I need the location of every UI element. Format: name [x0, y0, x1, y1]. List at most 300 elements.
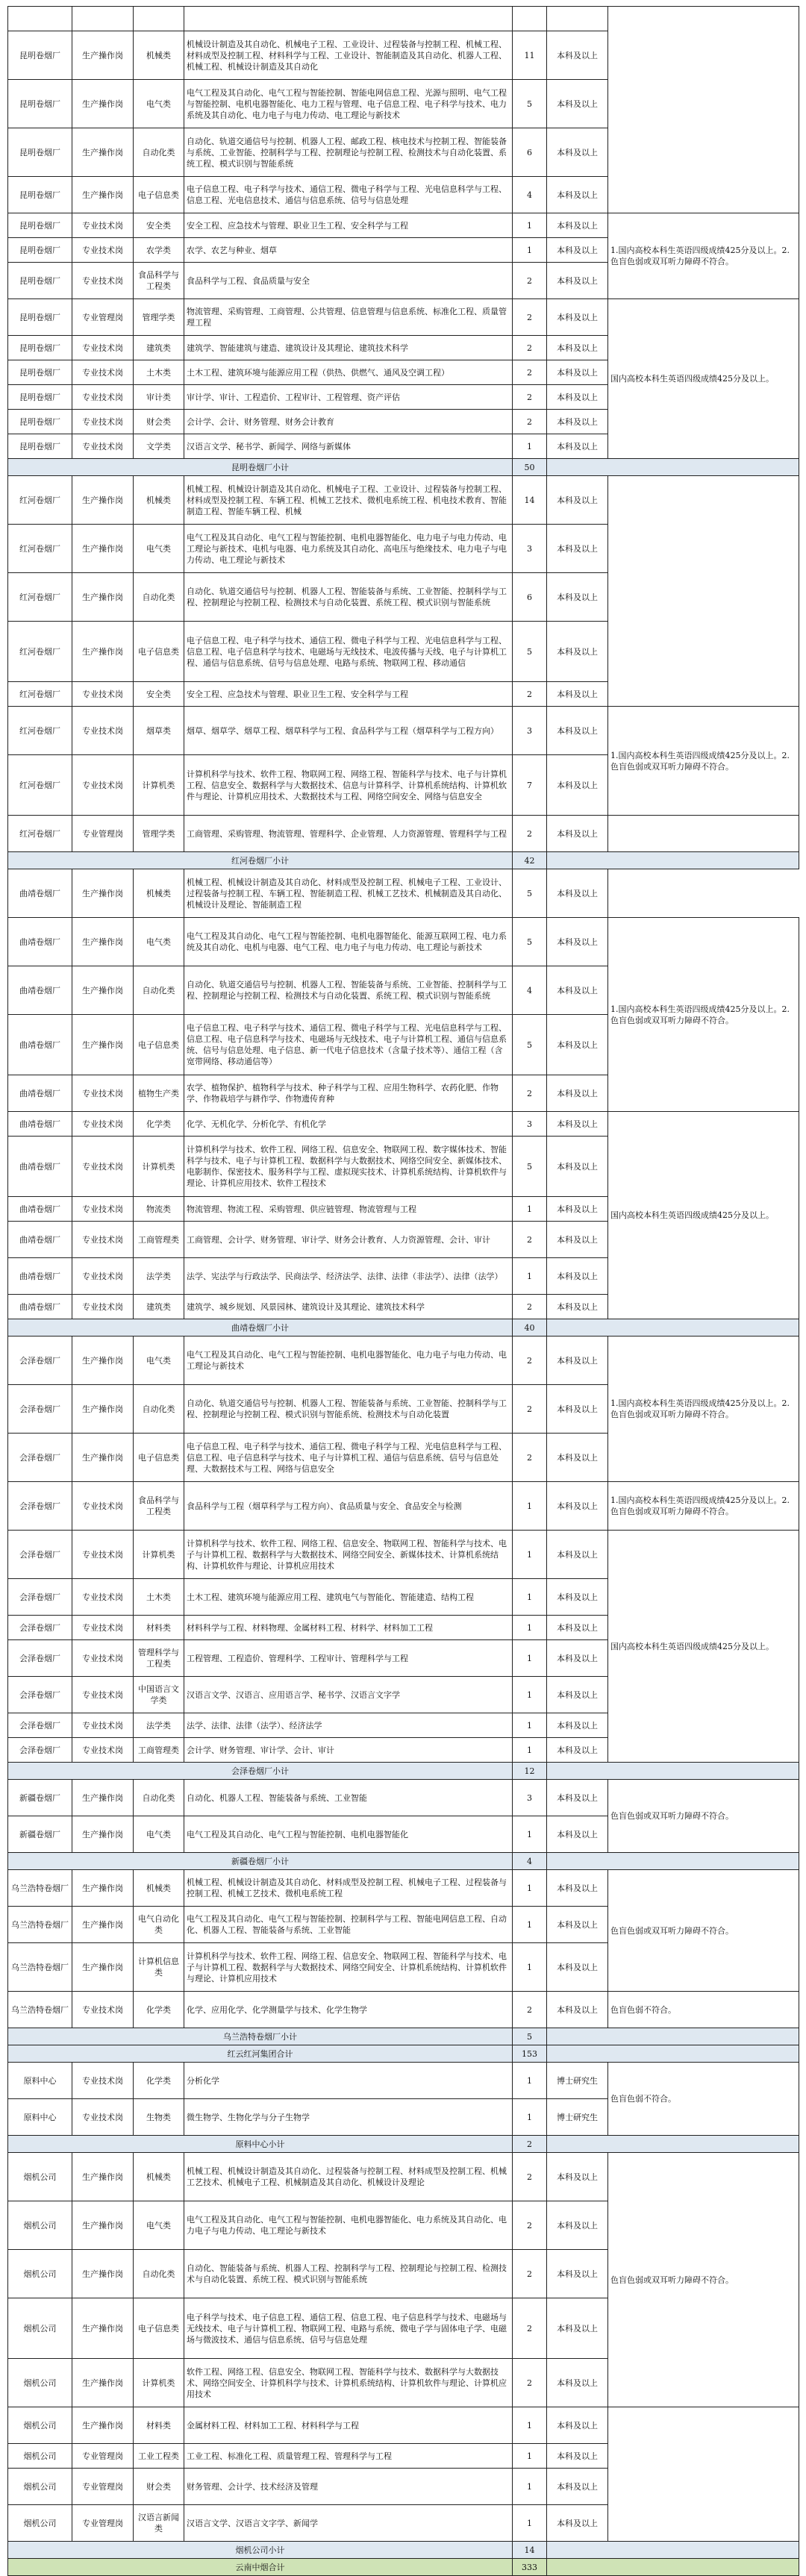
education-cell: 本科及以上	[547, 31, 608, 80]
post-type-cell: 生产操作岗	[72, 1870, 134, 1907]
education-cell: 本科及以上	[547, 573, 608, 622]
major-category-cell: 化学类	[134, 1992, 184, 2028]
education-cell: 本科及以上	[547, 213, 608, 238]
education-cell: 本科及以上	[547, 1434, 608, 1482]
post-type-cell: 生产操作岗	[72, 476, 134, 525]
requirements-cell: 国内高校本科生英语四级成绩425分及以上。	[608, 1531, 799, 1763]
headcount-cell: 2	[513, 1222, 547, 1258]
subtotal-empty	[547, 1319, 799, 1337]
headcount-cell: 6	[513, 573, 547, 622]
table-body	[8, 7, 799, 2576]
majors-cell: 机械工程、机械设计制造及其自动化、过程装备与控制工程、材料成型及控制工程、机械工艺技术、机械电子工程、机械制造及其自动化、机械设计及理论	[184, 2153, 513, 2201]
major-category-cell: 建筑类	[134, 336, 184, 360]
majors-cell: 自动化、轨道交通信号与控制、机器人工程、邮政工程、核电技术与控制工程、智能装备与系统、工业智能、控制科学与工程、控制理论与控制工程、检测技术与自动化装置、系统工程、模式识别与智能系统	[184, 128, 513, 177]
major-category-cell: 食品科学与工程类	[134, 1482, 184, 1531]
headcount-cell: 1	[513, 1640, 547, 1677]
requirements-cell	[608, 7, 799, 213]
unit-cell: 红河卷烟厂	[8, 622, 72, 682]
subtotal-count: 14	[513, 2542, 547, 2559]
headcount-cell: 1	[513, 2505, 547, 2542]
post-type-cell: 专业管理岗	[72, 2505, 134, 2542]
unit-cell: 烟机公司	[8, 2505, 72, 2542]
post-type-cell: 生产操作岗	[72, 2359, 134, 2407]
table-row	[8, 1992, 799, 2028]
table-row	[8, 1482, 799, 1531]
major-category-cell: 化学类	[134, 1112, 184, 1137]
education-cell: 本科及以上	[547, 299, 608, 336]
headcount-cell: 1	[513, 2099, 547, 2136]
education-cell: 本科及以上	[547, 2505, 608, 2542]
major-category-cell: 土木类	[134, 360, 184, 385]
subtotal-empty	[547, 2045, 799, 2063]
education-cell: 本科及以上	[547, 1780, 608, 1816]
education-cell: 本科及以上	[547, 2201, 608, 2250]
post-type-cell: 生产操作岗	[72, 177, 134, 213]
grand-total-row	[8, 2559, 799, 2576]
subtotal-row	[8, 459, 799, 476]
major-category-cell: 管理学类	[134, 299, 184, 336]
table-row	[8, 1870, 799, 1907]
headcount-cell: 2	[513, 2250, 547, 2298]
education-cell: 本科及以上	[547, 1337, 608, 1385]
headcount-cell: 1	[513, 2063, 547, 2099]
headcount-cell: 1	[513, 2444, 547, 2469]
education-cell: 本科及以上	[547, 869, 608, 918]
requirements-cell	[608, 816, 799, 852]
majors-cell: 电子信息工程、电子科学与技术、通信工程、微电子科学与工程、光电信息科学与工程、信息工程、电子信息科学与技术、电磁场与无线技术、电波传播与天线、电子与计算机工程、通信与信息系统、信号与信息处理、电路与系统、物联网工程、移动通信	[184, 622, 513, 682]
major-category-cell: 材料类	[134, 1616, 184, 1640]
majors-cell: 自动化、轨道交通信号与控制、机器人工程、智能装备与系统、工业智能、控制科学与工程、控制理论与控制工程、检测技术与自动化装置、系统工程、模式识别与智能系统	[184, 573, 513, 622]
post-type-cell: 生产操作岗	[72, 966, 134, 1015]
unit-cell: 红河卷烟厂	[8, 707, 72, 755]
major-category-cell: 食品科学与工程类	[134, 263, 184, 299]
majors-cell: 物流管理、采购管理、工商管理、公共管理、信息管理与信息系统、标准化工程、质量管理工程	[184, 299, 513, 336]
post-type-cell: 生产操作岗	[72, 2407, 134, 2444]
requirements-cell: 国内高校本科生英语四级成绩425分及以上。	[608, 1112, 799, 1319]
post-type-cell: 专业技术岗	[72, 1640, 134, 1677]
requirements-cell: 1.国内高校本科生英语四级成绩425分及以上。2.色盲色弱或双耳听力障碍不符合。	[608, 707, 799, 816]
major-category-cell: 电气类	[134, 525, 184, 573]
headcount-cell: 1	[513, 1258, 547, 1295]
post-type-cell: 生产操作岗	[72, 918, 134, 966]
majors-cell: 电气工程及其自动化、电气工程与智能控制、控制科学与工程、智能电网信息工程、自动化、机器人工程、智能装备与系统、工业智能	[184, 1907, 513, 1943]
headcount-cell: 2	[513, 1337, 547, 1385]
unit-cell: 曲靖卷烟厂	[8, 1295, 72, 1319]
headcount-cell: 2	[513, 1295, 547, 1319]
education-cell: 本科及以上	[547, 2298, 608, 2359]
post-type-cell: 专业技术岗	[72, 707, 134, 755]
post-type-cell: 生产操作岗	[72, 31, 134, 80]
education-cell: 本科及以上	[547, 525, 608, 573]
table-row	[8, 213, 799, 238]
education-cell: 本科及以上	[547, 1295, 608, 1319]
education-cell: 本科及以上	[547, 238, 608, 263]
unit-cell: 烟机公司	[8, 2250, 72, 2298]
post-type-cell: 生产操作岗	[72, 622, 134, 682]
headcount-cell: 1	[513, 1870, 547, 1907]
majors-cell	[184, 7, 513, 31]
majors-cell: 自动化、轨道交通信号与控制、机器人工程、智能装备与系统、工业智能、控制科学与工程、控制理论与控制工程、模式识别与智能系统、检测技术与自动化装置	[184, 1385, 513, 1434]
post-type-cell: 生产操作岗	[72, 2201, 134, 2250]
majors-cell: 金属材料工程、材料加工工程、材料科学与工程	[184, 2407, 513, 2444]
major-category-cell: 机械类	[134, 31, 184, 80]
subtotal-label: 原料中心小计	[8, 2136, 513, 2153]
education-cell: 本科及以上	[547, 1197, 608, 1222]
post-type-cell: 专业技术岗	[72, 682, 134, 707]
subtotal-count: 2	[513, 2136, 547, 2153]
post-type-cell: 专业管理岗	[72, 2469, 134, 2505]
education-cell: 本科及以上	[547, 622, 608, 682]
post-type-cell: 专业技术岗	[72, 213, 134, 238]
unit-cell: 会泽卷烟厂	[8, 1434, 72, 1482]
major-category-cell: 自动化类	[134, 966, 184, 1015]
education-cell: 博士研究生	[547, 2099, 608, 2136]
education-cell: 本科及以上	[547, 1137, 608, 1197]
headcount-cell: 1	[513, 1907, 547, 1943]
unit-cell: 曲靖卷烟厂	[8, 1197, 72, 1222]
post-type-cell: 专业技术岗	[72, 1222, 134, 1258]
post-type-cell: 生产操作岗	[72, 1337, 134, 1385]
unit-cell: 新疆卷烟厂	[8, 1816, 72, 1853]
education-cell: 本科及以上	[547, 2407, 608, 2444]
majors-cell: 电气工程及其自动化、电气工程与智能控制、电机电器智能化、电力电子与电力传动、电工理论与新技术、电机与电器、电力系统及其自动化、高电压与绝缘技术、电力电子与电力传动、电工理论与新技术	[184, 525, 513, 573]
majors-cell: 电子信息工程、电子科学与技术、通信工程、微电子科学与工程、光电信息科学与工程、信息工程、光电信息技术、通信与信息系统、信号与信息处理	[184, 177, 513, 213]
majors-cell: 烟草、烟草学、烟草工程、烟草科学与工程、食品科学与工程（烟草科学与工程方向）	[184, 707, 513, 755]
unit-cell: 昆明卷烟厂	[8, 299, 72, 336]
education-cell: 本科及以上	[547, 1713, 608, 1738]
major-category-cell	[134, 7, 184, 31]
requirements-cell: 1.国内高校本科生英语四级成绩425分及以上。2.色盲色弱或双耳听力障碍不符合。	[608, 1337, 799, 1482]
major-category-cell: 安全类	[134, 682, 184, 707]
major-category-cell: 财会类	[134, 2469, 184, 2505]
unit-cell: 昆明卷烟厂	[8, 31, 72, 80]
majors-cell: 农学、植物保护、植物科学与技术、种子科学与工程、应用生物科学、农药化肥、作物学、作物栽培学与耕作学、作物遗传育种	[184, 1075, 513, 1112]
education-cell: 本科及以上	[547, 1943, 608, 1992]
post-type-cell: 生产操作岗	[72, 1816, 134, 1853]
unit-cell: 烟机公司	[8, 2407, 72, 2444]
subtotal-label: 昆明卷烟厂小计	[8, 459, 513, 476]
education-cell: 本科及以上	[547, 1112, 608, 1137]
unit-cell: 昆明卷烟厂	[8, 385, 72, 410]
table-row	[8, 1112, 799, 1137]
majors-cell: 食品科学与工程（烟草科学与工程方向）、食品质量与安全、食品安全与检测	[184, 1482, 513, 1531]
unit-cell: 烟机公司	[8, 2359, 72, 2407]
unit-cell: 乌兰浩特卷烟厂	[8, 1870, 72, 1907]
headcount-cell: 2	[513, 1075, 547, 1112]
education-cell: 本科及以上	[547, 80, 608, 128]
headcount-cell: 1	[513, 1943, 547, 1992]
headcount-cell: 2	[513, 816, 547, 852]
post-type-cell: 专业技术岗	[72, 238, 134, 263]
majors-cell: 计算机科学与技术、软件工程、网络工程、信息安全、物联网工程、数字媒体技术、智能科学与技术、电子与计算机工程、数据科学与大数据技术、网络空间安全、新媒体技术、电影制作、保密技术、服务科学与工程、虚拟现实技术、计算机系统结构、计算机软件与理论、计算机应用技术、软件工程技术	[184, 1137, 513, 1197]
majors-cell: 会计学、会计、财务管理、财务会计教育	[184, 410, 513, 434]
headcount-cell: 1	[513, 238, 547, 263]
majors-cell: 机械设计制造及其自动化、机械电子工程、工业设计、过程装备与控制工程、机械工程、材料成型及控制工程、材料科学与工程、工业设计、智能制造及其自动化、机器人工程、机械工程、机械设计制造及其自动化	[184, 31, 513, 80]
table-row	[8, 1337, 799, 1385]
headcount-cell: 1	[513, 213, 547, 238]
major-category-cell: 电子信息类	[134, 2298, 184, 2359]
headcount-cell: 5	[513, 1015, 547, 1075]
headcount-cell: 3	[513, 525, 547, 573]
major-category-cell: 计算机信息类	[134, 1943, 184, 1992]
headcount-cell: 1	[513, 434, 547, 459]
headcount-cell: 1	[513, 1616, 547, 1640]
major-category-cell: 自动化类	[134, 1385, 184, 1434]
post-type-cell: 专业管理岗	[72, 299, 134, 336]
majors-cell: 工商管理、会计学、财务管理、审计学、财务会计教育、人力资源管理、会计、审计	[184, 1222, 513, 1258]
post-type-cell: 生产操作岗	[72, 1907, 134, 1943]
education-cell: 本科及以上	[547, 336, 608, 360]
post-type-cell: 专业技术岗	[72, 1112, 134, 1137]
unit-cell: 乌兰浩特卷烟厂	[8, 1992, 72, 2028]
education-cell: 本科及以上	[547, 2359, 608, 2407]
unit-cell: 会泽卷烟厂	[8, 1616, 72, 1640]
majors-cell: 微生物学、生物化学与分子生物学	[184, 2099, 513, 2136]
unit-cell: 曲靖卷烟厂	[8, 1015, 72, 1075]
post-type-cell: 专业技术岗	[72, 1738, 134, 1763]
unit-cell: 红河卷烟厂	[8, 573, 72, 622]
headcount-cell: 1	[513, 1197, 547, 1222]
unit-cell: 曲靖卷烟厂	[8, 918, 72, 966]
headcount-cell: 2	[513, 1992, 547, 2028]
majors-cell: 农学、农艺与种业、烟草	[184, 238, 513, 263]
major-category-cell: 安全类	[134, 213, 184, 238]
headcount-cell: 11	[513, 31, 547, 80]
majors-cell: 财务管理、会计学、技术经济及管理	[184, 2469, 513, 2505]
education-cell: 本科及以上	[547, 1992, 608, 2028]
unit-cell: 红河卷烟厂	[8, 525, 72, 573]
requirements-cell	[608, 476, 799, 707]
major-category-cell: 汉语言新闻类	[134, 2505, 184, 2542]
education-cell: 本科及以上	[547, 263, 608, 299]
majors-cell: 土木工程、建筑环境与能源应用工程、建筑电气与智能化、智能建造、结构工程	[184, 1579, 513, 1616]
major-category-cell: 管理科学与工程类	[134, 1640, 184, 1677]
majors-cell: 土木工程、建筑环境与能源应用工程（供热、供燃气、通风及空调工程）	[184, 360, 513, 385]
majors-cell: 物流管理、物流工程、采购管理、供应链管理、物流管理与工程	[184, 1197, 513, 1222]
major-category-cell: 物流类	[134, 1197, 184, 1222]
headcount-cell: 2	[513, 1385, 547, 1434]
major-category-cell: 管理学类	[134, 816, 184, 852]
major-category-cell: 机械类	[134, 2153, 184, 2201]
post-type-cell: 生产操作岗	[72, 525, 134, 573]
post-type-cell: 专业技术岗	[72, 1677, 134, 1713]
major-category-cell: 法学类	[134, 1258, 184, 1295]
major-category-cell: 计算机类	[134, 1531, 184, 1579]
subtotal-label: 会泽卷烟厂小计	[8, 1763, 513, 1780]
headcount-cell: 1	[513, 1677, 547, 1713]
education-cell: 本科及以上	[547, 2444, 608, 2469]
education-cell: 本科及以上	[547, 385, 608, 410]
post-type-cell: 专业技术岗	[72, 1197, 134, 1222]
headcount-cell: 2	[513, 360, 547, 385]
education-cell: 本科及以上	[547, 682, 608, 707]
table-row	[8, 1780, 799, 1816]
majors-cell: 自动化、轨道交通信号与控制、机器人工程、智能装备与系统、工业智能、控制科学与工程、控制理论与控制工程、检测技术与自动化装置、系统工程、模式识别与智能系统	[184, 966, 513, 1015]
major-category-cell: 电气类	[134, 2201, 184, 2250]
major-category-cell: 烟草类	[134, 707, 184, 755]
requirements-cell: 1.国内高校本科生英语四级成绩425分及以上。2.色盲色弱或双耳听力障碍不符合。	[608, 918, 799, 1112]
majors-cell: 电气工程及其自动化、电气工程与智能控制、电机电器智能化	[184, 1816, 513, 1853]
majors-cell: 电子信息工程、电子科学与技术、通信工程、微电子科学与工程、光电信息科学与工程、信息工程、电子信息科学与技术、电磁场与无线技术、电子与计算机工程、通信与信息系统、信号与信息处理、电子信息、新一代电子信息技术（含量子技术等）、通信工程（含宽带网络、移动通信等）	[184, 1015, 513, 1075]
subtotal-empty	[547, 2028, 799, 2045]
subtotal-label: 红河卷烟厂小计	[8, 852, 513, 869]
education-cell	[547, 7, 608, 31]
requirements-cell: 1.国内高校本科生英语四级成绩425分及以上。2.色盲色弱或双耳听力障碍不符合。	[608, 1482, 799, 1531]
majors-cell: 机械工程、机械设计制造及其自动化、材料成型及控制工程、机械电子工程、过程装备与控制工程、机械工艺技术、微机电系统工程	[184, 1870, 513, 1907]
majors-cell: 安全工程、应急技术与管理、职业卫生工程、安全科学与工程	[184, 213, 513, 238]
headcount-cell: 14	[513, 476, 547, 525]
headcount-cell: 2	[513, 299, 547, 336]
major-category-cell: 机械类	[134, 869, 184, 918]
post-type-cell: 专业技术岗	[72, 2063, 134, 2099]
unit-cell: 烟机公司	[8, 2469, 72, 2505]
unit-cell: 昆明卷烟厂	[8, 80, 72, 128]
education-cell: 本科及以上	[547, 2153, 608, 2201]
major-category-cell: 计算机类	[134, 2359, 184, 2407]
subtotal-count: 4	[513, 1853, 547, 1870]
unit-cell: 曲靖卷烟厂	[8, 869, 72, 918]
major-category-cell: 电气类	[134, 1816, 184, 1853]
unit-cell: 乌兰浩特卷烟厂	[8, 1907, 72, 1943]
recruitment-table	[7, 6, 799, 2576]
education-cell: 本科及以上	[547, 1870, 608, 1907]
subtotal-empty	[547, 2136, 799, 2153]
majors-cell: 分析化学	[184, 2063, 513, 2099]
unit-cell: 昆明卷烟厂	[8, 336, 72, 360]
post-type-cell: 专业技术岗	[72, 385, 134, 410]
subtotal-row	[8, 1853, 799, 1870]
subtotal-row	[8, 1763, 799, 1780]
majors-cell: 机械工程、机械设计制造及其自动化、机械电子工程、工业设计、过程装备与控制工程、材料成型及控制工程、车辆工程、机械工艺技术、微机电系统工程、机电技术教育、智能制造工程、智能车辆工程、机械	[184, 476, 513, 525]
requirements-cell: 1.国内高校本科生英语四级成绩425分及以上。2.色盲色弱或双耳听力障碍不符合。	[608, 213, 799, 299]
subtotal-row	[8, 1319, 799, 1337]
education-cell: 本科及以上	[547, 476, 608, 525]
subtotal-label: 新疆卷烟厂小计	[8, 1853, 513, 1870]
education-cell: 本科及以上	[547, 2250, 608, 2298]
education-cell: 本科及以上	[547, 755, 608, 816]
requirements-cell: 国内高校本科生英语四级成绩425分及以上。	[608, 299, 799, 459]
education-cell: 本科及以上	[547, 177, 608, 213]
major-category-cell: 电子信息类	[134, 1434, 184, 1482]
education-cell: 本科及以上	[547, 1075, 608, 1112]
majors-cell: 材料科学与工程、材料物理、金属材料工程、材料学、材料加工工程	[184, 1616, 513, 1640]
post-type-cell: 专业技术岗	[72, 1137, 134, 1197]
majors-cell: 法学、法律、法律（法学）、经济法学	[184, 1713, 513, 1738]
majors-cell: 自动化、机器人工程、智能装备与系统、工业智能	[184, 1780, 513, 1816]
post-type-cell: 生产操作岗	[72, 1385, 134, 1434]
post-type-cell: 专业技术岗	[72, 1992, 134, 2028]
post-type-cell: 专业技术岗	[72, 1482, 134, 1531]
major-category-cell: 生物类	[134, 2099, 184, 2136]
majors-cell: 电子科学与技术、电子信息工程、通信工程、信息工程、电子信息科学与技术、电磁场与无线技术、电子与计算机工程、物联网工程、电路与系统、微电子学与固体电子学、电磁场与微波技术、通信与信息系统、信号与信息处理	[184, 2298, 513, 2359]
headcount-cell: 1	[513, 1482, 547, 1531]
majors-cell: 计算机科学与技术、软件工程、网络工程、信息安全、物联网工程、智能科学与技术、电子与计算机工程、数据科学与大数据技术、网络空间安全、新媒体技术、计算机系统结构、计算机软件与理论、计算机应用技术	[184, 1531, 513, 1579]
major-category-cell: 电子信息类	[134, 622, 184, 682]
education-cell: 本科及以上	[547, 1258, 608, 1295]
grand-total-label: 云南中烟合计	[8, 2559, 513, 2576]
education-cell: 本科及以上	[547, 2469, 608, 2505]
table-row	[8, 2063, 799, 2099]
requirements-cell: 色盲色弱或双耳听力障碍不符合。	[608, 1870, 799, 1992]
majors-cell: 软件工程、网络工程、信息安全、物联网工程、智能科学与技术、数据科学与大数据技术、网络空间安全、计算机科学与技术、计算机系统结构、计算机软件与理论、计算机应用技术	[184, 2359, 513, 2407]
majors-cell: 电气工程及其自动化、电气工程与智能控制、智能电网信息工程、光源与照明、电气工程与智能控制、电机电器智能化、电力工程与管理、电子信息工程、电子科学与技术、电力系统及其自动化、电力电子与电力传动、电工理论与新技术	[184, 80, 513, 128]
majors-cell: 计算机科学与技术、软件工程、物联网工程、网络工程、智能科学与技术、电子与计算机工程、信息安全、数据科学与大数据技术、信息与计算科学、计算机系统结构、计算机软件与理论、计算机应用技术、大数据技术与工程、网络空间安全、网络与信息安全	[184, 755, 513, 816]
post-type-cell: 专业技术岗	[72, 755, 134, 816]
unit-cell: 会泽卷烟厂	[8, 1640, 72, 1677]
headcount-cell: 4	[513, 966, 547, 1015]
headcount-cell: 2	[513, 2201, 547, 2250]
major-category-cell: 植物生产类	[134, 1075, 184, 1112]
unit-cell: 会泽卷烟厂	[8, 1677, 72, 1713]
headcount-cell: 2	[513, 263, 547, 299]
headcount-cell	[513, 7, 547, 31]
major-category-cell: 电子信息类	[134, 177, 184, 213]
education-cell: 本科及以上	[547, 434, 608, 459]
unit-cell: 会泽卷烟厂	[8, 1385, 72, 1434]
subtotal-empty	[547, 2542, 799, 2559]
unit-cell: 曲靖卷烟厂	[8, 1137, 72, 1197]
unit-cell: 会泽卷烟厂	[8, 1738, 72, 1763]
unit-cell: 烟机公司	[8, 2153, 72, 2201]
requirements-cell	[608, 2407, 799, 2542]
subtotal-empty	[547, 1853, 799, 1870]
headcount-cell: 5	[513, 80, 547, 128]
education-cell: 本科及以上	[547, 1531, 608, 1579]
post-type-cell: 专业技术岗	[72, 1295, 134, 1319]
requirements-cell: 色盲色弱不符合。	[608, 2063, 799, 2136]
unit-cell: 红河卷烟厂	[8, 755, 72, 816]
table-row	[8, 918, 799, 966]
majors-cell: 计算机科学与技术、软件工程、网络工程、信息安全、物联网工程、智能科学与技术、电子与计算机工程、数据科学与大数据技术、网络空间安全、计算机系统结构、计算机软件与理论、计算机应用技术	[184, 1943, 513, 1992]
unit-cell: 曲靖卷烟厂	[8, 966, 72, 1015]
table-row	[8, 7, 799, 31]
unit-cell: 会泽卷烟厂	[8, 1579, 72, 1616]
grand-total-empty	[547, 2559, 799, 2576]
education-cell: 本科及以上	[547, 1738, 608, 1763]
headcount-cell: 2	[513, 410, 547, 434]
table-row	[8, 2407, 799, 2444]
subtotal-empty	[547, 1763, 799, 1780]
major-category-cell: 电子信息类	[134, 1015, 184, 1075]
majors-cell: 工商管理、采购管理、物流管理、管理科学、企业管理、人力资源管理、管理科学与工程	[184, 816, 513, 852]
headcount-cell: 1	[513, 2407, 547, 2444]
post-type-cell: 生产操作岗	[72, 128, 134, 177]
requirements-cell: 色盲色弱或双耳听力障碍不符合。	[608, 1780, 799, 1853]
education-cell: 本科及以上	[547, 1222, 608, 1258]
table-row	[8, 869, 799, 918]
post-type-cell: 专业技术岗	[72, 1579, 134, 1616]
majors-cell: 自动化、智能装备与系统、机器人工程、控制科学与工程、控制理论与控制工程、检测技术与自动化装置、系统工程、模式识别与智能系统	[184, 2250, 513, 2298]
majors-cell: 食品科学与工程、食品质量与安全	[184, 263, 513, 299]
education-cell: 本科及以上	[547, 816, 608, 852]
major-category-cell: 财会类	[134, 410, 184, 434]
headcount-cell: 3	[513, 1780, 547, 1816]
headcount-cell: 7	[513, 755, 547, 816]
unit-cell: 乌兰浩特卷烟厂	[8, 1943, 72, 1992]
headcount-cell: 2	[513, 682, 547, 707]
major-category-cell: 农学类	[134, 238, 184, 263]
unit-cell: 原料中心	[8, 2099, 72, 2136]
major-category-cell: 法学类	[134, 1713, 184, 1738]
major-category-cell: 自动化类	[134, 2250, 184, 2298]
education-cell: 本科及以上	[547, 1640, 608, 1677]
post-type-cell: 生产操作岗	[72, 1434, 134, 1482]
post-type-cell: 生产操作岗	[72, 1780, 134, 1816]
post-type-cell: 专业技术岗	[72, 2099, 134, 2136]
education-cell: 博士研究生	[547, 2063, 608, 2099]
unit-cell: 会泽卷烟厂	[8, 1482, 72, 1531]
post-type-cell: 专业技术岗	[72, 1616, 134, 1640]
